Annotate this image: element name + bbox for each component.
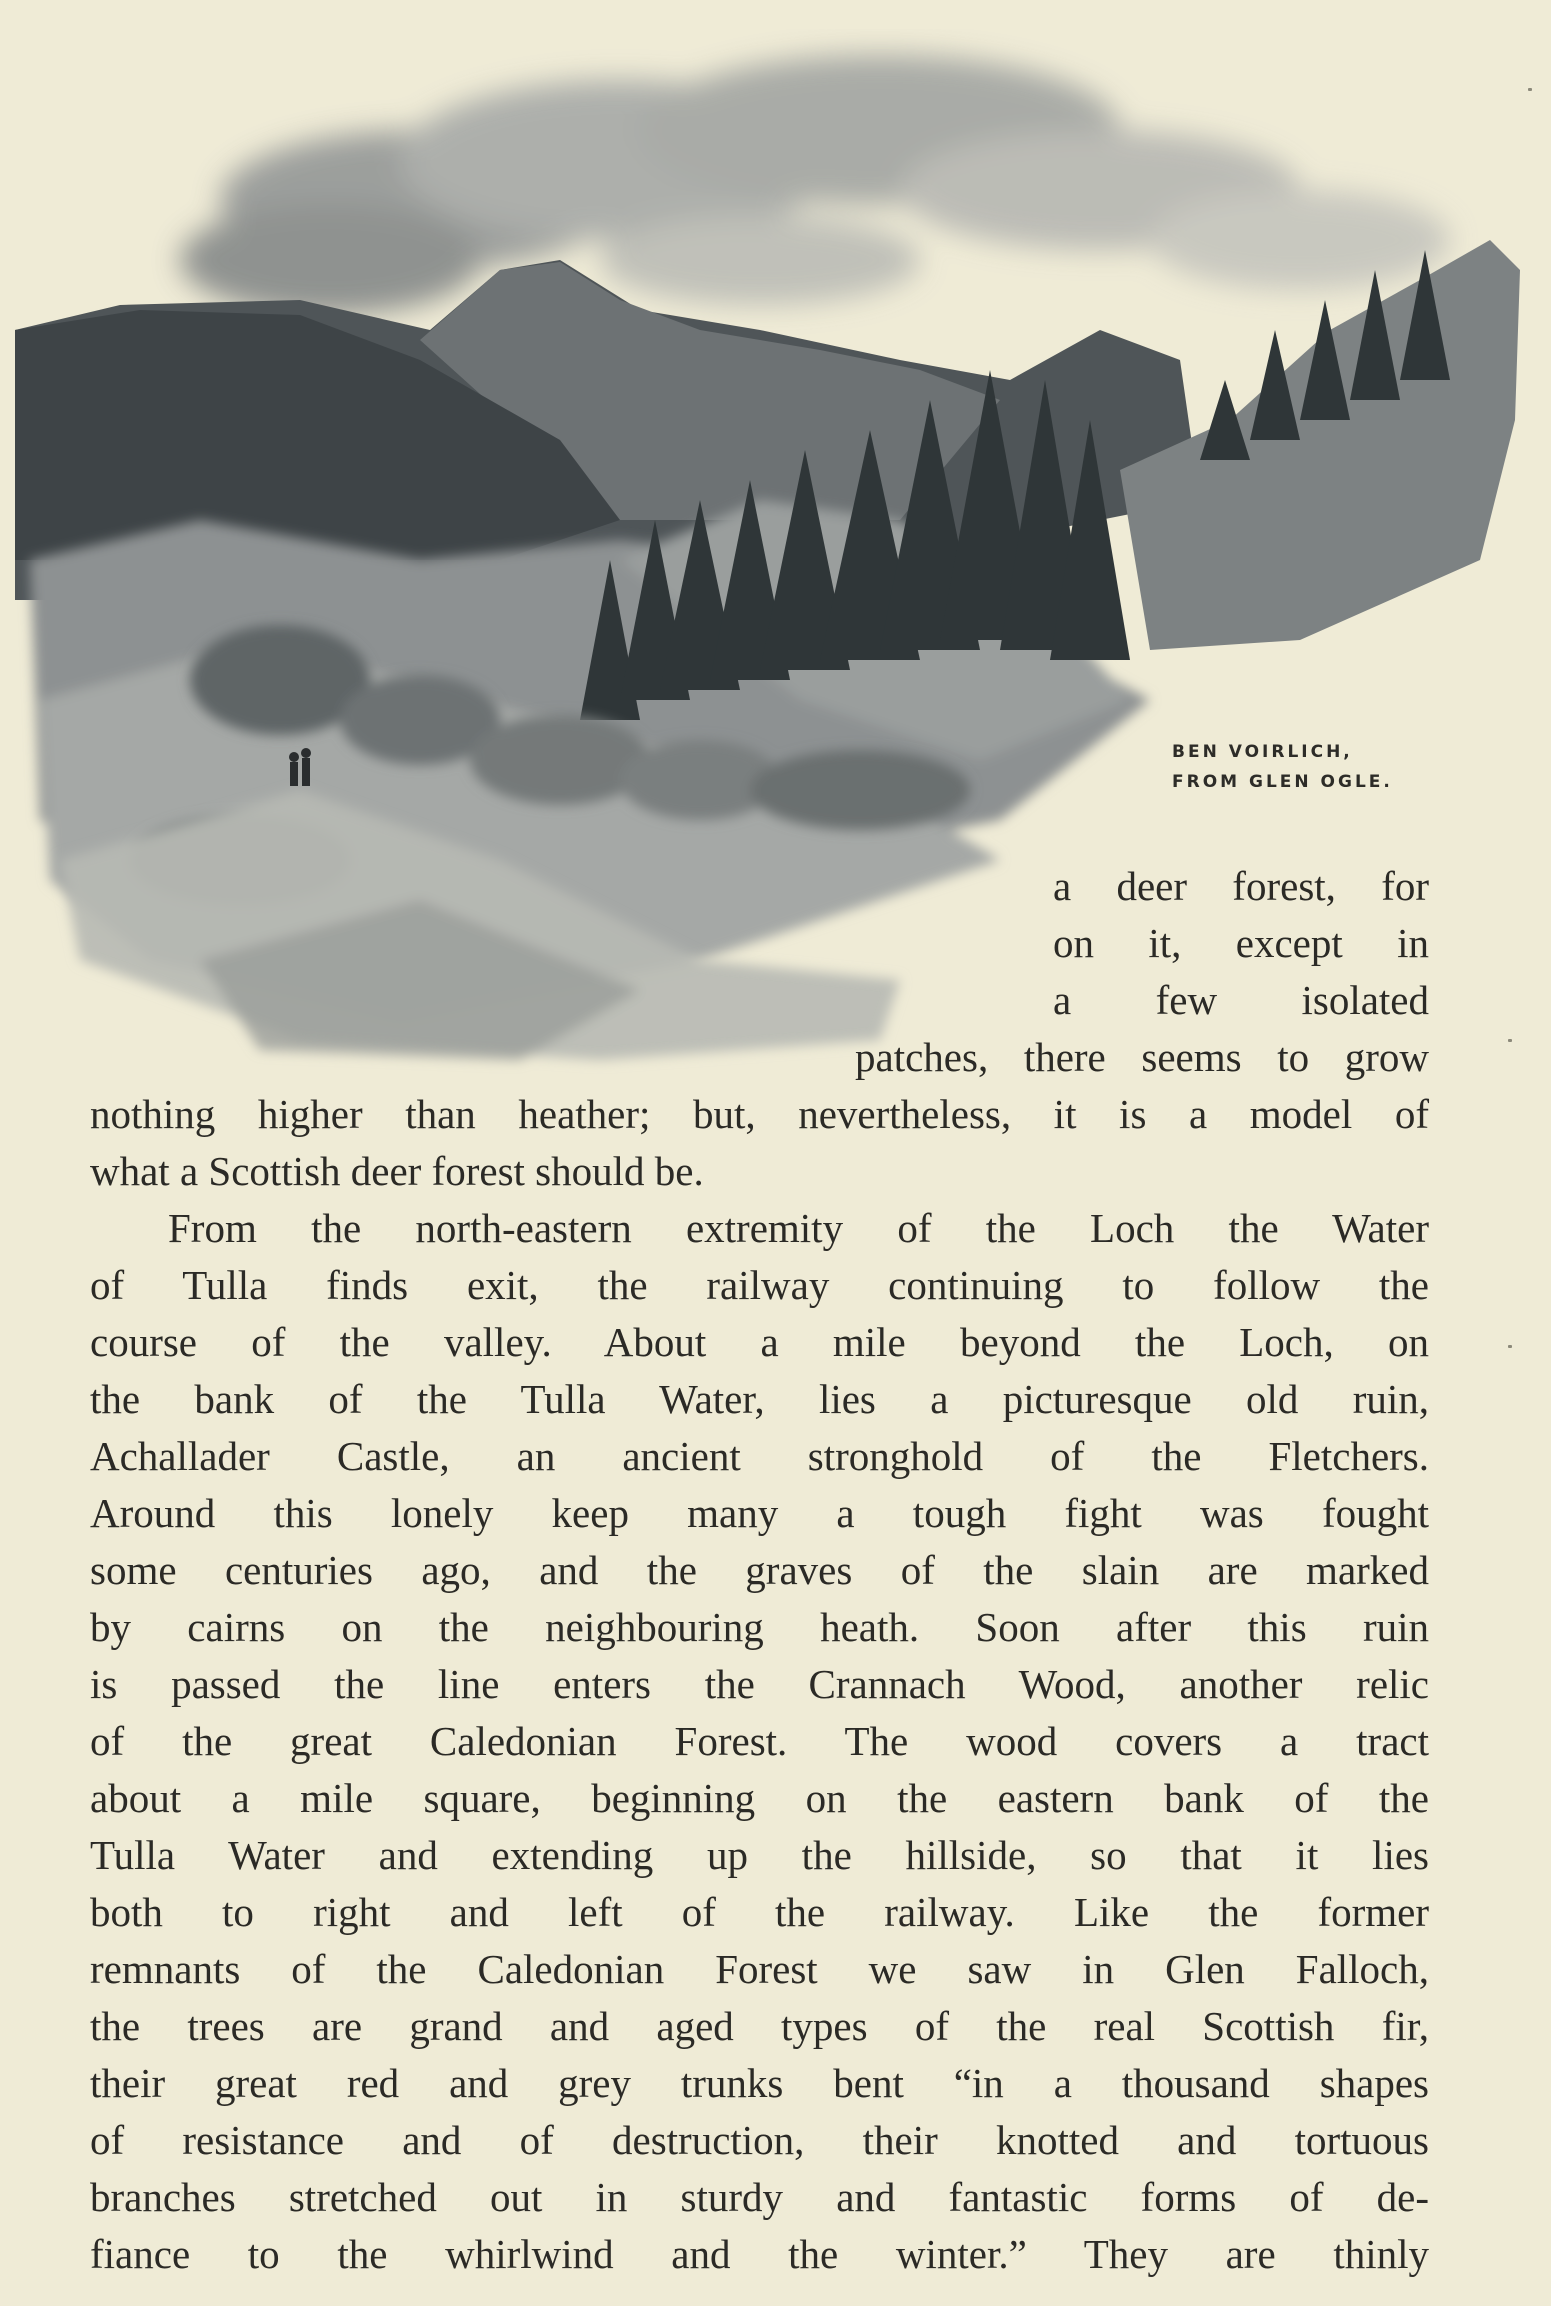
body-line: of Tulla finds exit, the railway continuing to follow the xyxy=(90,1262,1429,1308)
margin-speck xyxy=(1508,1039,1512,1042)
margin-speck xyxy=(1508,1345,1512,1348)
body-line: some centuries ago, and the graves of the slain are marked xyxy=(90,1547,1429,1593)
body-line: Tulla Water and extending up the hillside, so that it lies xyxy=(90,1832,1429,1878)
body-line: fiance to the whirlwind and the winter.” They are thinly xyxy=(90,2231,1429,2277)
body-line: of resistance and of destruction, their knotted and tortuous xyxy=(90,2117,1429,2163)
body-line: Achallader Castle, an ancient stronghold of the Fletchers. xyxy=(90,1433,1429,1479)
body-line: the bank of the Tulla Water, lies a picturesque old ruin, xyxy=(90,1376,1429,1422)
body-line: course of the valley. About a mile beyond the Loch, on xyxy=(90,1319,1429,1365)
body-line: a deer forest, for xyxy=(1053,863,1429,909)
body-line: both to right and left of the railway. Like the former xyxy=(90,1889,1429,1935)
body-line: From the north-eastern extremity of the Loch the Water xyxy=(168,1205,1429,1251)
body-line: branches stretched out in sturdy and fantastic forms of de- xyxy=(90,2174,1429,2220)
margin-speck xyxy=(1528,88,1532,91)
body-line: about a mile square, beginning on the eastern bank of the xyxy=(90,1775,1429,1821)
illustration-caption-line-1: BEN VOIRLICH, xyxy=(1172,742,1353,762)
body-line: a few isolated xyxy=(1053,977,1429,1023)
body-line: their great red and grey trunks bent “in a thousand shapes xyxy=(90,2060,1429,2106)
body-line: remnants of the Caledonian Forest we saw in Glen Falloch, xyxy=(90,1946,1429,1992)
body-line: on it, except in xyxy=(1053,920,1429,966)
body-line: nothing higher than heather; but, nevertheless, it is a model of xyxy=(90,1091,1429,1137)
body-line: Around this lonely keep many a tough fight was fought xyxy=(90,1490,1429,1536)
body-line: what a Scottish deer forest should be. xyxy=(90,1148,704,1194)
body-line: is passed the line enters the Crannach Wood, another relic xyxy=(90,1661,1429,1707)
body-line: of the great Caledonian Forest. The wood covers a tract xyxy=(90,1718,1429,1764)
clouds xyxy=(180,55,1450,315)
body-line: the trees are grand and aged types of the real Scottish fir, xyxy=(90,2003,1429,2049)
body-line: by cairns on the neighbouring heath. Soon after this ruin xyxy=(90,1604,1429,1650)
body-line: patches, there seems to grow xyxy=(855,1034,1429,1080)
illustration-caption-line-2: FROM GLEN OGLE. xyxy=(1172,772,1393,792)
